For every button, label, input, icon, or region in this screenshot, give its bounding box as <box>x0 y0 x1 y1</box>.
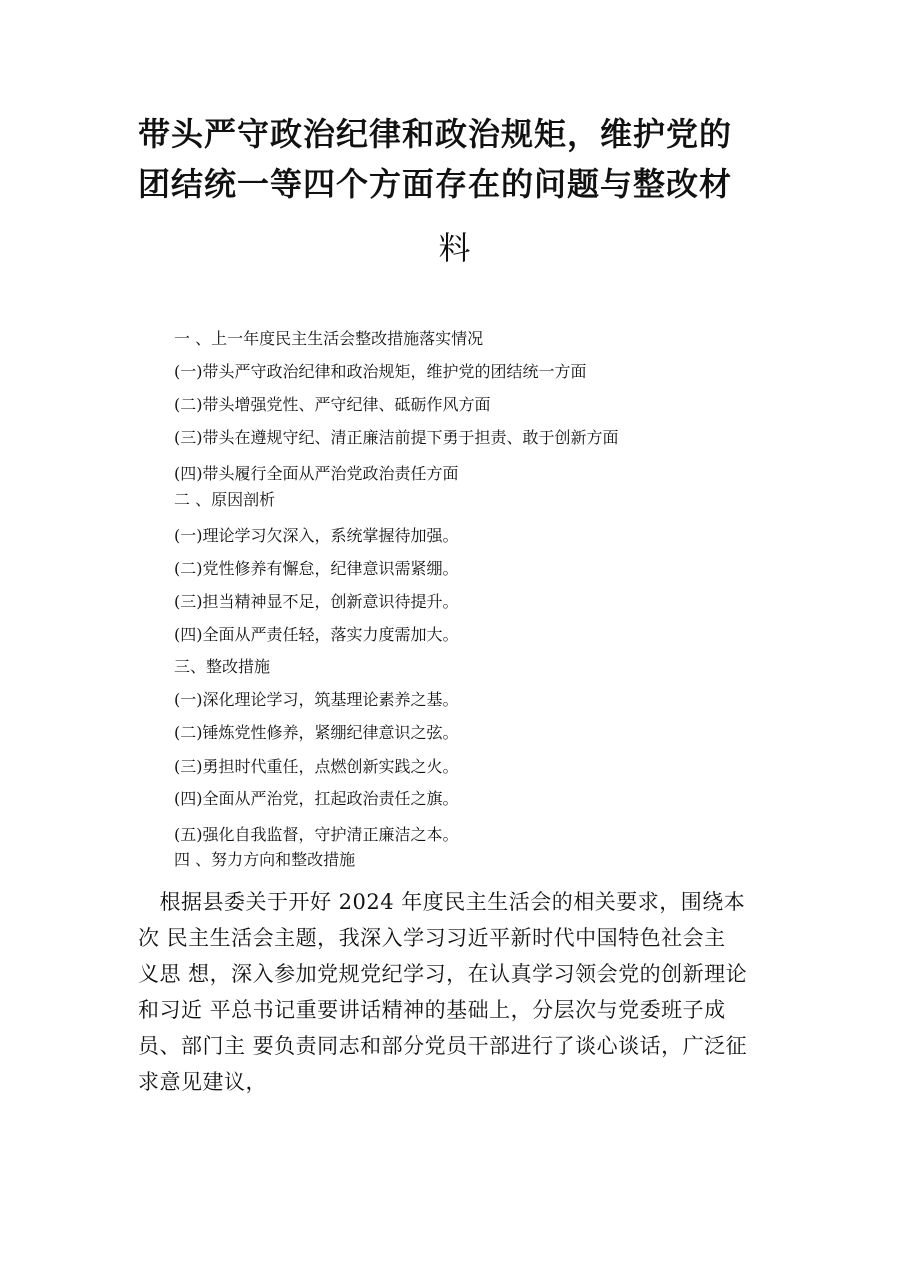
outline-item: (三)带头在遵规守纪、清正廉洁前提下勇于担责、敢于创新方面 <box>174 428 619 447</box>
body-paragraph-line: 求意见建议， <box>138 1070 267 1094</box>
body-paragraph-line: 员、部门主 要负责同志和部分党员干部进行了谈心谈话，广泛征 <box>138 1034 748 1058</box>
outline-item: (一)带头严守政治纪律和政治规矩，维护党的团结统一方面 <box>174 362 587 381</box>
outline-item: (一)深化理论学习，筑基理论素养之基。 <box>174 690 459 709</box>
outline-item: (二)锤炼党性修养，紧绷纪律意识之弦。 <box>174 723 459 742</box>
outline-item: (五)强化自我监督，守护清正廉洁之本。 <box>174 825 459 844</box>
outline-item: (四)全面从严治党，扛起政治责任之旗。 <box>174 789 459 808</box>
body-paragraph-line: 和习近 平总书记重要讲话精神的基础上，分层次与党委班子成 <box>138 998 726 1022</box>
outline-heading-4: 四 、努力方向和整改措施 <box>174 850 356 869</box>
outline-item: (四)全面从严责任轻，落实力度需加大。 <box>174 625 459 644</box>
body-paragraph-line: 根据县委关于开好 2024 年度民主生活会的相关要求，围绕本 <box>138 890 746 914</box>
outline-item: (二)带头增强党性、严守纪律、砥砺作风方面 <box>174 395 491 414</box>
outline-heading-3: 三、整改措施 <box>174 657 271 676</box>
outline-heading-1: 一 、上一年度民主生活会整改措施落实情况 <box>174 329 484 348</box>
outline-item: (四)带头履行全面从严治党政治责任方面 <box>174 464 459 483</box>
document-title-line-1: 带头严守政治纪律和政治规矩，维护党的 <box>138 115 733 153</box>
document-title-line-2: 团结统一等四个方面存在的问题与整改材 <box>138 165 733 203</box>
body-paragraph-line: 次 民主生活会主题，我深入学习习近平新时代中国特色社会主 <box>138 926 726 950</box>
outline-item: (一)理论学习欠深入，系统掌握待加强。 <box>174 526 459 545</box>
outline-heading-2: 二 、原因剖析 <box>174 490 276 509</box>
outline-item: (三)勇担时代重任，点燃创新实践之火。 <box>174 757 459 776</box>
outline-item: (三)担当精神显不足，创新意识待提升。 <box>174 592 459 611</box>
body-paragraph-line: 义思 想，深入参加党规党纪学习，在认真学习领会党的创新理论 <box>138 962 748 986</box>
document-title-line-3: 料 <box>438 229 471 267</box>
outline-item: (二)党性修养有懈怠，纪律意识需紧绷。 <box>174 559 459 578</box>
